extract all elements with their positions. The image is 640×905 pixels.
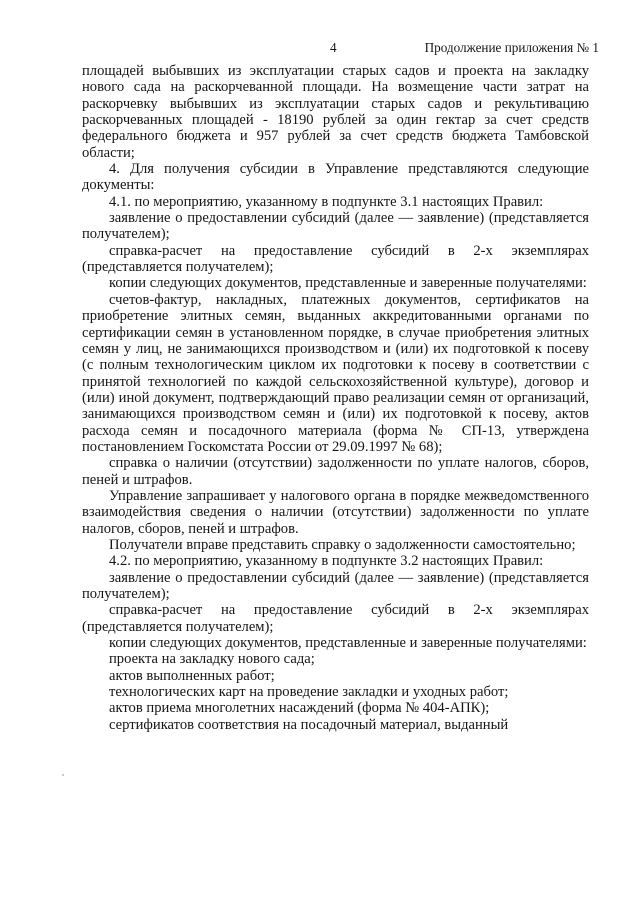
paragraph: справка о наличии (отсутствии) задолженности по уплате налогов, сборов, пеней и штрафов. [82, 455, 589, 488]
paragraph: счетов-фактур, накладных, платежных документов, сертификатов на приобретение элитных семян, выданных аккредитованными органами по сертификации семян в установленном порядке, в случае приобретения элитных семян у лиц, не занимающихся производством и (или) их подготовкой к посеву (с полным технологическим циклом их подготовки к посеву в соответствии с принятой технологией по каждой сельскохозяйственной культуре), договор и (или) иной документ, подтверждающий право реализации семян от организаций, занимающихся производством семян и (или) их подготовкой к посеву, актов расхода семян и посадочного материала (форма № СП-13, утверждена постановлением Госкомстата России от 29.09.1997 № 68); [82, 291, 589, 455]
scan-speck [62, 774, 64, 776]
paragraph: сертификатов соответствия на посадочный материал, выданный [109, 716, 509, 733]
paragraph: 4. Для получения субсидии в Управление представляются следующие документы: [82, 161, 589, 194]
paragraph: актов приема многолетних насаждений (форма № 404-АПК); [109, 700, 490, 717]
paragraph: Получатели вправе представить справку о задолженности самостоятельно; [109, 536, 576, 553]
paragraph: проекта на закладку нового сада; [109, 651, 315, 668]
appendix-continuation-label: Продолжение приложения № 1 [424, 40, 599, 55]
page-header [0, 40, 640, 60]
paragraph: 4.1. по мероприятию, указанному в подпункте 3.1 настоящих Правил: [109, 193, 544, 210]
paragraph: копии следующих документов, представленные и заверенные получателями: [109, 635, 587, 652]
page-number: 4 [330, 40, 337, 55]
paragraph: 4.2. по мероприятию, указанному в подпункте 3.2 настоящих Правил: [109, 553, 544, 570]
paragraph: справка-расчет на предоставление субсидий в 2-х экземплярах (представляется получателем); [82, 602, 589, 635]
paragraph: копии следующих документов, представленные и заверенные получателями: [109, 275, 587, 292]
paragraph: актов выполненных работ; [109, 667, 275, 684]
paragraph: заявление о предоставлении субсидий (далее — заявление) (представляется получателем); [82, 569, 589, 602]
paragraph: Управление запрашивает у налогового органа в порядке межведомственного взаимодействия сведения о наличии (отсутствии) задолженности по уплате налогов, сборов, пеней и штрафов. [82, 487, 589, 537]
paragraph: справка-расчет на предоставление субсидий в 2-х экземплярах (представляется получателем); [82, 242, 589, 276]
document-body [82, 63, 589, 733]
paragraph: технологических карт на проведение закладки и уходных работ; [109, 684, 509, 701]
paragraph: площадей выбывших из эксплуатации старых садов и проекта на закладку нового сада на раскорчеванной площади. На возмещение части затрат на раскорчевку выбывших из эксплуатации старых садов и рекультивацию раскорчеванных площадей - 18190 рублей за один гектар за счет средств федерального бюджета и 957 рублей за счет средств бюджета Тамбовской области; [82, 63, 589, 161]
paragraph: заявление о предоставлении субсидий (далее — заявление) (представляется получателем); [82, 210, 589, 243]
